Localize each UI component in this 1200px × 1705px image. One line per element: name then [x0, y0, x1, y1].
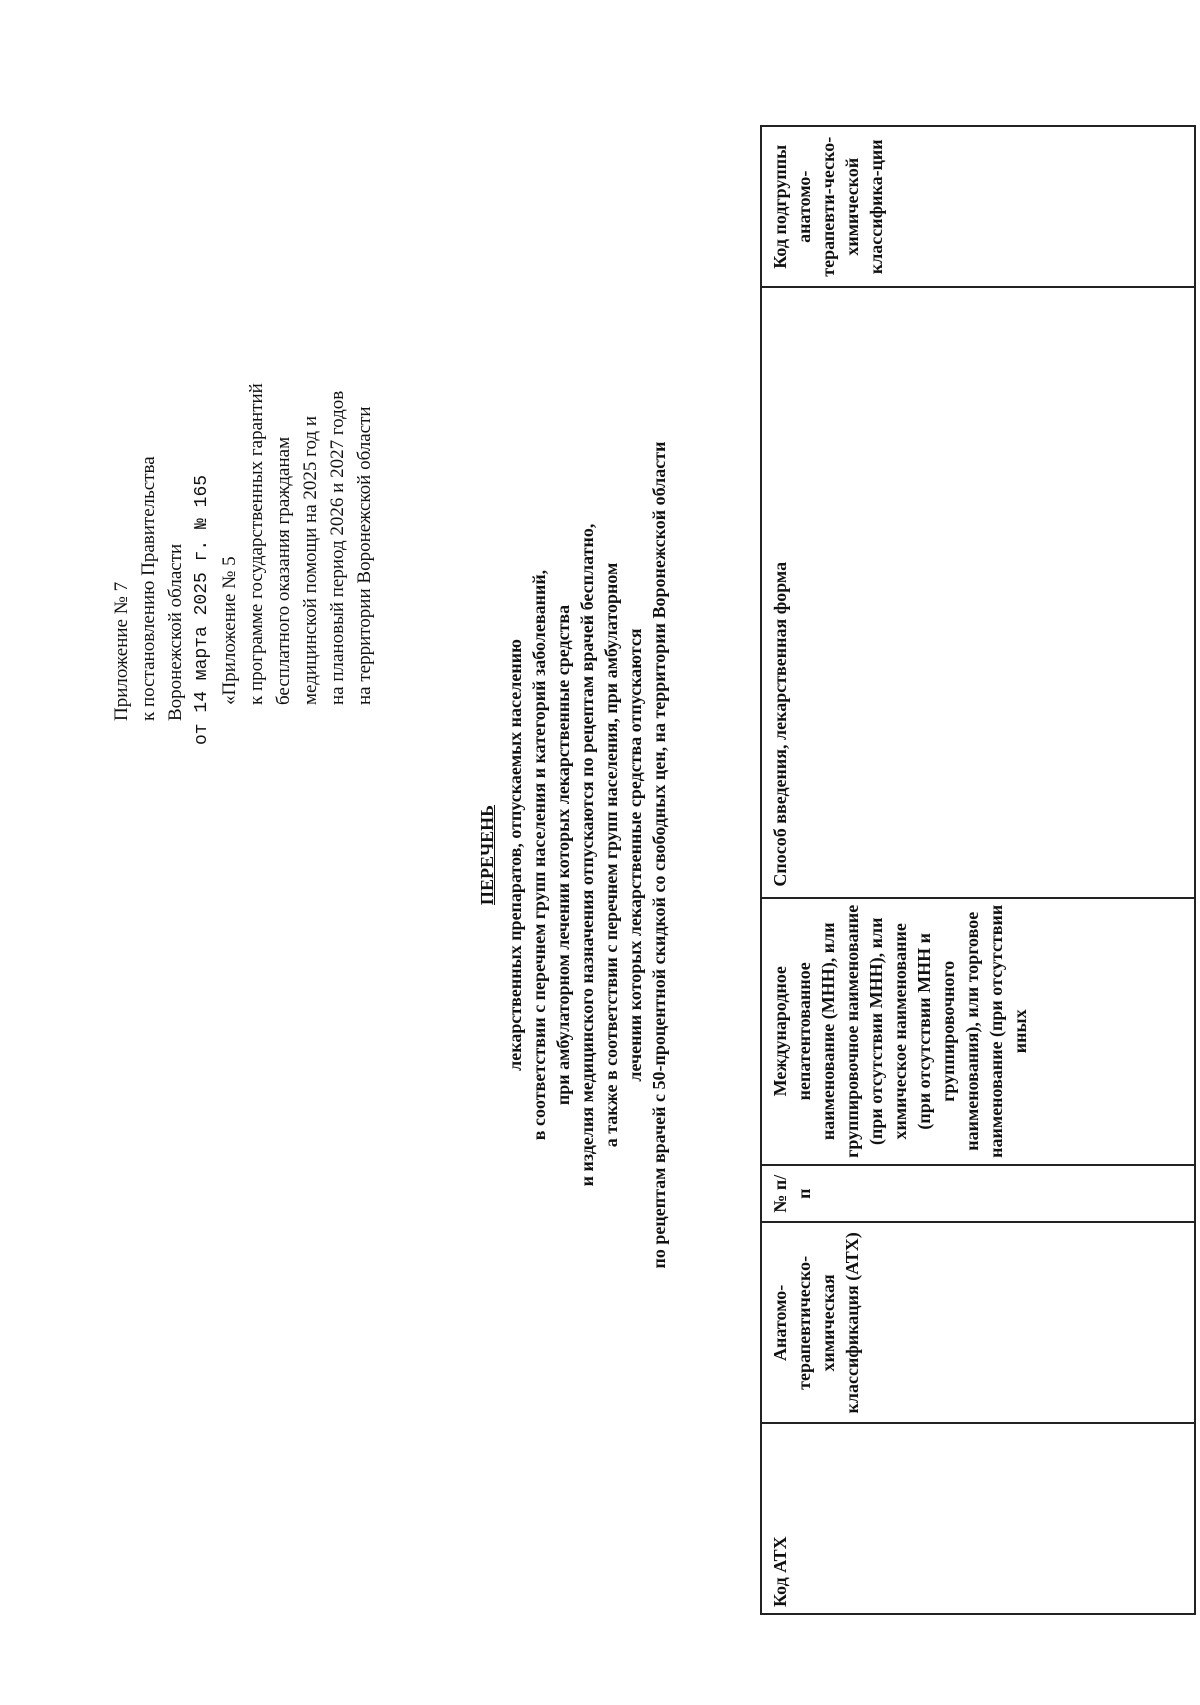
document-title [475, 205, 671, 1505]
medicines-table [760, 125, 1196, 1615]
table-header-row [761, 126, 1195, 1614]
title-line: лекарственных препаратов, отпускаемых населению [505, 639, 525, 1071]
title-line: лечении которых лекарственные средства отпускаются [625, 628, 645, 1082]
title-line: и изделия медицинского назначения отпускаются по рецептам врачей бесплатно, [577, 523, 597, 1187]
title-line: а также в соответствии с перечнем групп населения, при амбулаторном [601, 562, 621, 1148]
program-line-3: медицинской помощи на 2025 год и [300, 416, 321, 705]
program-line-2: бесплатного оказания гражданам [273, 436, 294, 705]
resolution-date: от 14 марта 2025 г. № 165 [192, 474, 212, 745]
resolution-ref: к постановлению Правительства [138, 456, 159, 721]
col-dosage-form: Способ введения, лекарственная форма [761, 287, 1195, 897]
title-heading: ПЕРЕЧЕНЬ [477, 804, 497, 906]
col-row-number: № п/п [761, 1165, 1195, 1222]
program-line-4: на плановый период 2026 и 2027 годов [327, 390, 348, 705]
region-name: Воронежской области [165, 543, 186, 721]
col-inn-name: Международное непатентованное наименование (МНН), или группировочное наименование (при отсутствии МНН), или химическое наименование (при отсутствии МНН и группировочного наименования), или торговое наименование (при отсутствии иных [761, 898, 1195, 1165]
appendix-header [108, 225, 378, 745]
appendix-number: Приложение № 7 [111, 581, 132, 721]
col-atc-classification: Анатомо-терапевтическо-химическая классификация (АТХ) [761, 1222, 1195, 1423]
col-subgroup-code: Код подгруппы анатомо-терапевти-ческо-химической классифика-ции [761, 126, 1195, 287]
program-line-1: к программе государственных гарантий [246, 383, 267, 705]
program-line-5: на территории Воронежской области [354, 406, 375, 705]
title-line: по рецептам врачей с 50-процентной скидкой со свободных цен, на территории Воронежской области [649, 441, 669, 1269]
annex-reference: «Приложение № 5 [219, 556, 240, 705]
col-atc-code: Код АТХ [761, 1423, 1195, 1614]
title-line: при амбулаторном лечении которых лекарственные средства [553, 604, 573, 1106]
title-line: в соответствии с перечнем групп населения и категорий заболеваний, [529, 569, 549, 1141]
